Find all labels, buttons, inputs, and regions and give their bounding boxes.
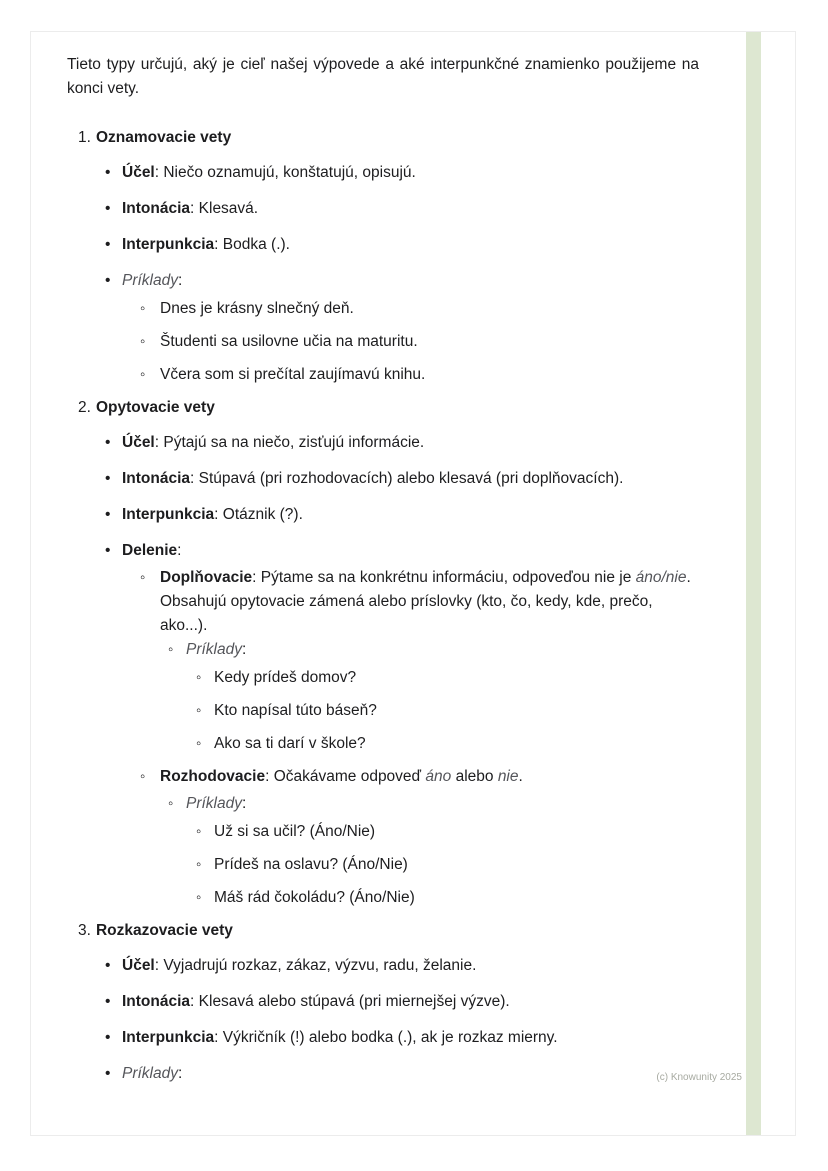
bullet-icon: • — [105, 164, 111, 181]
bullet-icon: • — [105, 993, 111, 1010]
bullet-item-priklady — [105, 1062, 715, 1086]
term-desc: : Výkričník (!) alebo bodka (.), ak je rozkaz mierny. — [214, 1029, 558, 1046]
section-heading — [67, 919, 715, 943]
circle-bullet-icon: ◦ — [196, 735, 202, 752]
bullet-item-priklady — [105, 269, 715, 293]
term-desc: : Bodka (.). — [214, 236, 290, 253]
term-label: Účel — [122, 164, 155, 181]
example-text: Už si sa učil? (Áno/Nie) — [214, 823, 376, 840]
bullet-item-interpunkcia — [105, 1026, 715, 1050]
bullet-icon: • — [105, 236, 111, 253]
bullet-item-intonacia — [105, 197, 715, 221]
section-oznamovacie-vety — [67, 126, 715, 387]
circle-bullet-icon: ◦ — [140, 300, 146, 317]
bullet-icon: • — [105, 272, 111, 289]
circle-bullet-icon: ◦ — [196, 889, 202, 906]
subitem-priklady — [168, 792, 715, 816]
inline-italic: áno/nie — [635, 569, 687, 586]
bullet-text — [122, 954, 715, 978]
bullet-text — [122, 990, 715, 1014]
section-heading — [67, 126, 715, 150]
circle-bullet-icon: ◦ — [140, 768, 146, 785]
circle-bullet-icon: ◦ — [196, 823, 202, 840]
bullet-item-interpunkcia — [105, 233, 715, 257]
document-page — [30, 31, 796, 1136]
example-item — [140, 297, 715, 321]
example-item — [196, 853, 715, 877]
example-item — [140, 363, 715, 387]
bullet-item-intonacia — [105, 990, 715, 1014]
bullet-icon: • — [105, 542, 111, 559]
bullet-icon: • — [105, 200, 111, 217]
bullet-icon: • — [105, 506, 111, 523]
bullet-text — [122, 197, 715, 221]
example-item — [196, 699, 715, 723]
document-content — [67, 53, 715, 1086]
bullet-item-ucel — [105, 954, 715, 978]
term-desc: . Obsahujú opytovacie zámená alebo príslovky (kto, čo, kedy, kde, prečo, ako...). — [160, 569, 691, 634]
term-desc: . — [518, 768, 523, 785]
bullet-item-ucel — [105, 161, 715, 185]
priklady-colon: : — [178, 272, 183, 289]
circle-bullet-icon: ◦ — [168, 641, 174, 658]
bullet-text — [122, 467, 715, 491]
term-desc: : Niečo oznamujú, konštatujú, opisujú. — [154, 164, 416, 181]
priklady-label: Príklady — [122, 1065, 178, 1082]
example-item — [140, 330, 715, 354]
term-label: Doplňovacie — [160, 569, 253, 586]
priklady-colon: : — [242, 641, 247, 658]
bullet-item-ucel — [105, 431, 715, 455]
priklady-label: Príklady — [186, 795, 242, 812]
circle-bullet-icon: ◦ — [196, 669, 202, 686]
bullet-text — [122, 269, 715, 293]
bullet-item-interpunkcia — [105, 503, 715, 527]
inline-italic: áno — [425, 768, 452, 785]
bullet-icon: • — [105, 1065, 111, 1082]
term-label: Účel — [122, 434, 155, 451]
section-heading — [67, 396, 715, 420]
subitem-priklady — [168, 638, 715, 662]
term-label: Intonácia — [122, 470, 191, 487]
bullet-icon: • — [105, 434, 111, 451]
watermark: (c) Knowunity 2025 — [656, 1072, 742, 1083]
circle-bullet-icon: ◦ — [196, 856, 202, 873]
subitem-doplnovacie — [140, 566, 715, 638]
bullet-icon: • — [105, 1029, 111, 1046]
term-desc: : — [177, 542, 182, 559]
circle-bullet-icon: ◦ — [168, 795, 174, 812]
bullet-text — [122, 503, 715, 527]
example-item — [196, 886, 715, 910]
term-desc: : Pýtajú sa na niečo, zisťujú informácie. — [154, 434, 425, 451]
example-item — [196, 666, 715, 690]
circle-bullet-icon: ◦ — [140, 333, 146, 350]
bullet-text — [122, 1026, 715, 1050]
term-label: Intonácia — [122, 200, 191, 217]
example-item — [196, 732, 715, 756]
subitem-text — [160, 566, 715, 638]
term-desc: : Očakávame odpoveď — [265, 768, 426, 785]
bullet-icon: • — [105, 957, 111, 974]
term-label: Intonácia — [122, 993, 191, 1010]
subitem-text — [160, 765, 715, 789]
bullet-icon: • — [105, 470, 111, 487]
term-label: Interpunkcia — [122, 236, 215, 253]
subitem-text — [186, 638, 715, 662]
subitem-rozhodovacie — [140, 765, 715, 789]
bullet-text — [122, 539, 715, 563]
example-text: Kto napísal túto báseň? — [214, 702, 377, 719]
example-text: Kedy prídeš domov? — [214, 669, 357, 686]
example-item — [196, 820, 715, 844]
example-text: Študenti sa usilovne učia na maturitu. — [160, 333, 418, 350]
term-desc: : Pýtame sa na konkrétnu informáciu, odpoveďou nie je — [252, 569, 636, 586]
bullet-text — [122, 431, 715, 455]
term-label: Delenie — [122, 542, 178, 559]
term-desc: : Otáznik (?). — [214, 506, 303, 523]
bullet-item-delenie — [105, 539, 715, 563]
intro-paragraph: Tieto typy určujú, aký je cieľ našej výpovede a aké interpunkčné znamienko použijeme na konci vety. — [67, 56, 699, 97]
section-number: 1. — [78, 129, 91, 146]
bullet-text — [122, 1062, 715, 1086]
section-title-text: Oznamovacie vety — [95, 129, 232, 146]
term-label: Účel — [122, 957, 155, 974]
term-desc: : Klesavá. — [190, 200, 259, 217]
subitem-text — [186, 792, 715, 816]
priklady-colon: : — [242, 795, 247, 812]
example-text: Prídeš na oslavu? (Áno/Nie) — [214, 856, 408, 873]
term-label: Rozhodovacie — [160, 768, 266, 785]
section-number: 2. — [78, 399, 91, 416]
section-opytovacie-vety — [67, 396, 715, 910]
section-rozkazovacie-vety — [67, 919, 715, 1086]
circle-bullet-icon: ◦ — [196, 702, 202, 719]
section-title-text: Opytovacie vety — [95, 399, 215, 416]
term-desc: : Klesavá alebo stúpavá (pri miernejšej výzve). — [190, 993, 510, 1010]
term-desc: alebo — [451, 768, 498, 785]
term-label: Interpunkcia — [122, 1029, 215, 1046]
accent-stripe — [746, 32, 761, 1135]
circle-bullet-icon: ◦ — [140, 366, 146, 383]
priklady-label: Príklady — [186, 641, 242, 658]
term-desc: : Vyjadrujú rozkaz, zákaz, výzvu, radu, želanie. — [154, 957, 477, 974]
example-text: Ako sa ti darí v škole? — [214, 735, 366, 752]
circle-bullet-icon: ◦ — [140, 569, 146, 586]
priklady-colon: : — [178, 1065, 183, 1082]
example-text: Dnes je krásny slnečný deň. — [160, 300, 354, 317]
section-title-text: Rozkazovacie vety — [95, 922, 233, 939]
example-text: Máš rád čokoládu? (Áno/Nie) — [214, 889, 415, 906]
section-number: 3. — [78, 922, 91, 939]
term-desc: : Stúpavá (pri rozhodovacích) alebo klesavá (pri doplňovacích). — [190, 470, 624, 487]
bullet-text — [122, 161, 715, 185]
example-text: Včera som si prečítal zaujímavú knihu. — [160, 366, 426, 383]
bullet-item-intonacia — [105, 467, 715, 491]
inline-italic: nie — [497, 768, 519, 785]
bullet-text — [122, 233, 715, 257]
priklady-label: Príklady — [122, 272, 178, 289]
term-label: Interpunkcia — [122, 506, 215, 523]
